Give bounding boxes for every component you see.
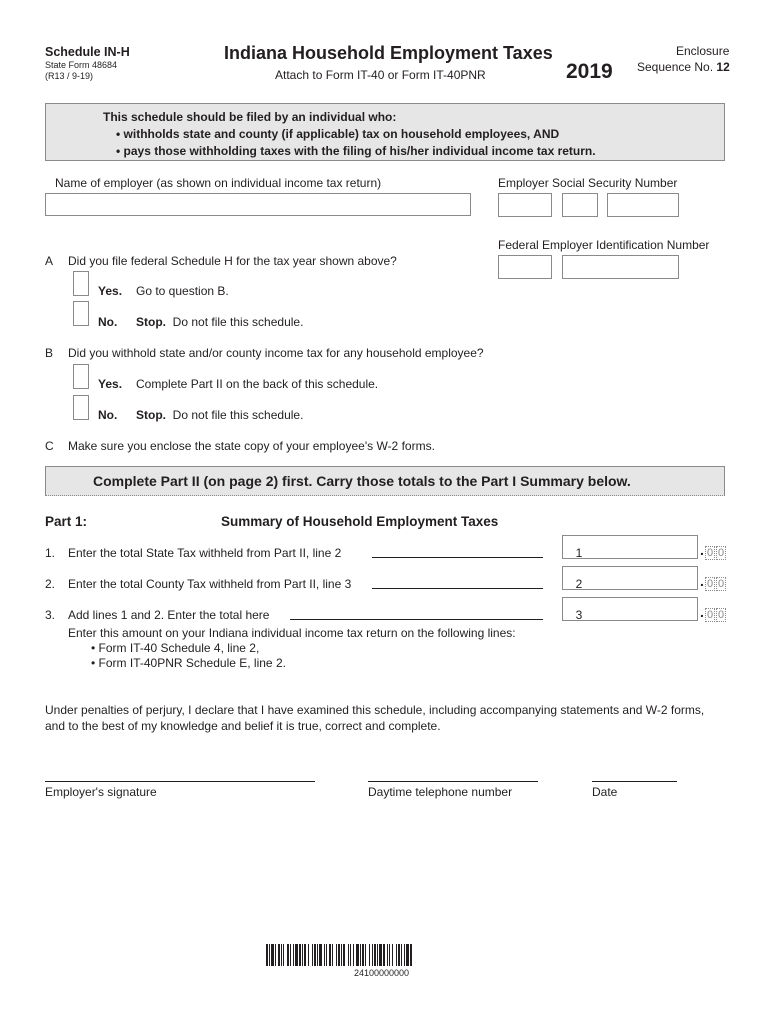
ssn-field-part-3[interactable]	[607, 193, 679, 217]
barcode-bar	[269, 944, 270, 966]
sequence-number: Sequence No. 12	[637, 60, 730, 74]
question-a-no-label: No.	[98, 315, 118, 329]
barcode-bar	[392, 944, 393, 966]
date-line[interactable]	[592, 781, 677, 782]
line-1-leader	[372, 557, 543, 558]
line-3-number: 3.	[45, 608, 56, 622]
barcode-bar	[410, 944, 412, 966]
question-b-yes-label: Yes.	[98, 377, 123, 391]
line-3-instruction: Enter this amount on your Indiana individual income tax return on the following lines:	[68, 626, 516, 640]
enclosure-label: Enclosure	[676, 44, 730, 58]
question-a-yes-text: Go to question B.	[136, 284, 229, 298]
line-2-number: 2.	[45, 577, 56, 591]
line-2-box-number: 2	[575, 577, 583, 591]
line-1-box-number: 1	[575, 546, 583, 560]
line-2-cents[interactable]: 0 0	[706, 578, 725, 590]
barcode-bar	[369, 944, 370, 966]
barcode-bar	[353, 944, 354, 966]
form-barcode	[266, 944, 502, 966]
line-3-cents[interactable]: 0 0	[706, 609, 725, 621]
barcode-bar	[356, 944, 359, 966]
barcode-bar	[275, 944, 276, 966]
part-1-title: Summary of Household Employment Taxes	[221, 514, 499, 529]
barcode-number: 24100000000	[354, 968, 410, 978]
line-1-decimal: .	[700, 542, 704, 558]
question-a-yes-label: Yes.	[98, 284, 123, 298]
barcode-bar	[326, 944, 327, 966]
question-b-yes-checkbox[interactable]	[73, 364, 89, 389]
barcode-bar	[362, 944, 364, 966]
perjury-declaration-line-2: and to the best of my knowledge and belief it is true, correct and complete.	[45, 719, 441, 733]
state-form-number: State Form 48684	[45, 60, 118, 70]
ssn-field-part-1[interactable]	[498, 193, 552, 217]
barcode-bar	[332, 944, 333, 966]
barcode-bar	[329, 944, 331, 966]
employer-name-field[interactable]	[45, 193, 471, 216]
line-3-leader	[290, 619, 543, 620]
barcode-bar	[350, 944, 351, 966]
question-c-letter: C	[45, 439, 54, 453]
barcode-bar	[365, 944, 366, 966]
barcode-bar	[283, 944, 284, 966]
line-2-decimal: .	[700, 573, 704, 589]
question-a-yes-checkbox[interactable]	[73, 271, 89, 296]
phone-label: Daytime telephone number	[368, 785, 513, 799]
employer-signature-label: Employer's signature	[45, 785, 157, 799]
line-1-cents[interactable]: 0 0	[706, 547, 725, 559]
ssn-field-part-2[interactable]	[562, 193, 598, 217]
barcode-bar	[281, 944, 282, 966]
line-3-box-number: 3	[575, 608, 583, 622]
perjury-declaration-line-1: Under penalties of perjury, I declare that I have examined this schedule, including accompanying statements and W-2 forms,	[45, 703, 705, 717]
barcode-bar	[302, 944, 303, 966]
question-a-letter: A	[45, 254, 54, 268]
fein-field-part-2[interactable]	[562, 255, 679, 279]
line-2-leader	[372, 588, 543, 589]
barcode-bar	[295, 944, 298, 966]
barcode-bar	[314, 944, 316, 966]
barcode-bar	[324, 944, 325, 966]
question-c-text: Make sure you enclose the state copy of your employee's W-2 forms.	[68, 439, 435, 453]
notice-condition-1: • withholds state and county (if applicable) tax on household employees, AND	[116, 127, 560, 141]
barcode-bar	[404, 944, 405, 966]
barcode-bar	[401, 944, 402, 966]
line-1-number: 1.	[45, 546, 56, 560]
employer-ssn-label: Employer Social Security Number	[498, 176, 678, 190]
barcode-bar	[387, 944, 388, 966]
phone-line[interactable]	[368, 781, 538, 782]
notice-intro: This schedule should be filed by an individual who:	[103, 110, 397, 124]
barcode-bar	[308, 944, 309, 966]
barcode-bar	[372, 944, 373, 966]
form-title: Indiana Household Employment Taxes	[224, 43, 553, 63]
barcode-bar	[377, 944, 378, 966]
barcode-bar	[341, 944, 342, 966]
barcode-bar	[290, 944, 291, 966]
question-b-letter: B	[45, 346, 54, 360]
barcode-bar	[383, 944, 385, 966]
question-a-text: Did you file federal Schedule H for the tax year shown above?	[68, 254, 397, 268]
fein-field-part-1[interactable]	[498, 255, 552, 279]
barcode-bar	[266, 944, 268, 966]
question-b-yes-text: Complete Part II on the back of this schedule.	[136, 377, 379, 391]
notice-condition-2: • pays those withholding taxes with the filing of his/her individual income tax return.	[116, 144, 596, 158]
employer-name-label: Name of employer (as shown on individual income tax return)	[55, 176, 382, 190]
barcode-bar	[319, 944, 322, 966]
barcode-bar	[379, 944, 382, 966]
line-3-bullet-it40: • Form IT-40 Schedule 4, line 2,	[91, 641, 260, 655]
barcode-bar	[336, 944, 337, 966]
line-1-text: Enter the total State Tax withheld from Part II, line 2	[68, 546, 342, 560]
question-a-no-text: Stop. Do not file this schedule.	[136, 315, 304, 329]
schedule-id: Schedule IN-H	[45, 45, 130, 59]
question-a-no-checkbox[interactable]	[73, 301, 89, 326]
part-1-label: Part 1:	[45, 514, 88, 529]
barcode-bar	[299, 944, 301, 966]
barcode-bar	[293, 944, 294, 966]
barcode-bar	[360, 944, 361, 966]
barcode-bar	[374, 944, 376, 966]
form-revision: (R13 / 9-19)	[45, 71, 94, 81]
fein-label: Federal Employer Identification Number	[498, 238, 710, 252]
line-3-text: Add lines 1 and 2. Enter the total here	[68, 608, 270, 622]
employer-signature-line[interactable]	[45, 781, 315, 782]
barcode-bar	[398, 944, 400, 966]
barcode-bar	[271, 944, 274, 966]
barcode-bar	[389, 944, 390, 966]
barcode-bar	[278, 944, 280, 966]
question-b-text: Did you withhold state and/or county income tax for any household employee?	[68, 346, 484, 360]
barcode-bar	[338, 944, 340, 966]
line-2-text: Enter the total County Tax withheld from Part II, line 3	[68, 577, 352, 591]
barcode-bar	[304, 944, 306, 966]
barcode-bar	[287, 944, 289, 966]
barcode-bar	[312, 944, 313, 966]
barcode-bar	[406, 944, 409, 966]
line-3-decimal: .	[700, 604, 704, 620]
barcode-bar	[343, 944, 345, 966]
barcode-bar	[317, 944, 318, 966]
part-2-banner-text: Complete Part II (on page 2) first. Carry those totals to the Part I Summary below.	[93, 473, 631, 489]
attach-instruction: Attach to Form IT-40 or Form IT-40PNR	[275, 68, 486, 82]
barcode-bar	[348, 944, 349, 966]
line-3-bullet-it40pnr: • Form IT-40PNR Schedule E, line 2.	[91, 656, 286, 670]
question-b-no-label: No.	[98, 408, 118, 422]
tax-year: 2019	[566, 60, 613, 83]
date-label: Date	[592, 785, 618, 799]
question-b-no-text: Stop. Do not file this schedule.	[136, 408, 304, 422]
question-b-no-checkbox[interactable]	[73, 395, 89, 420]
barcode-bar	[396, 944, 397, 966]
